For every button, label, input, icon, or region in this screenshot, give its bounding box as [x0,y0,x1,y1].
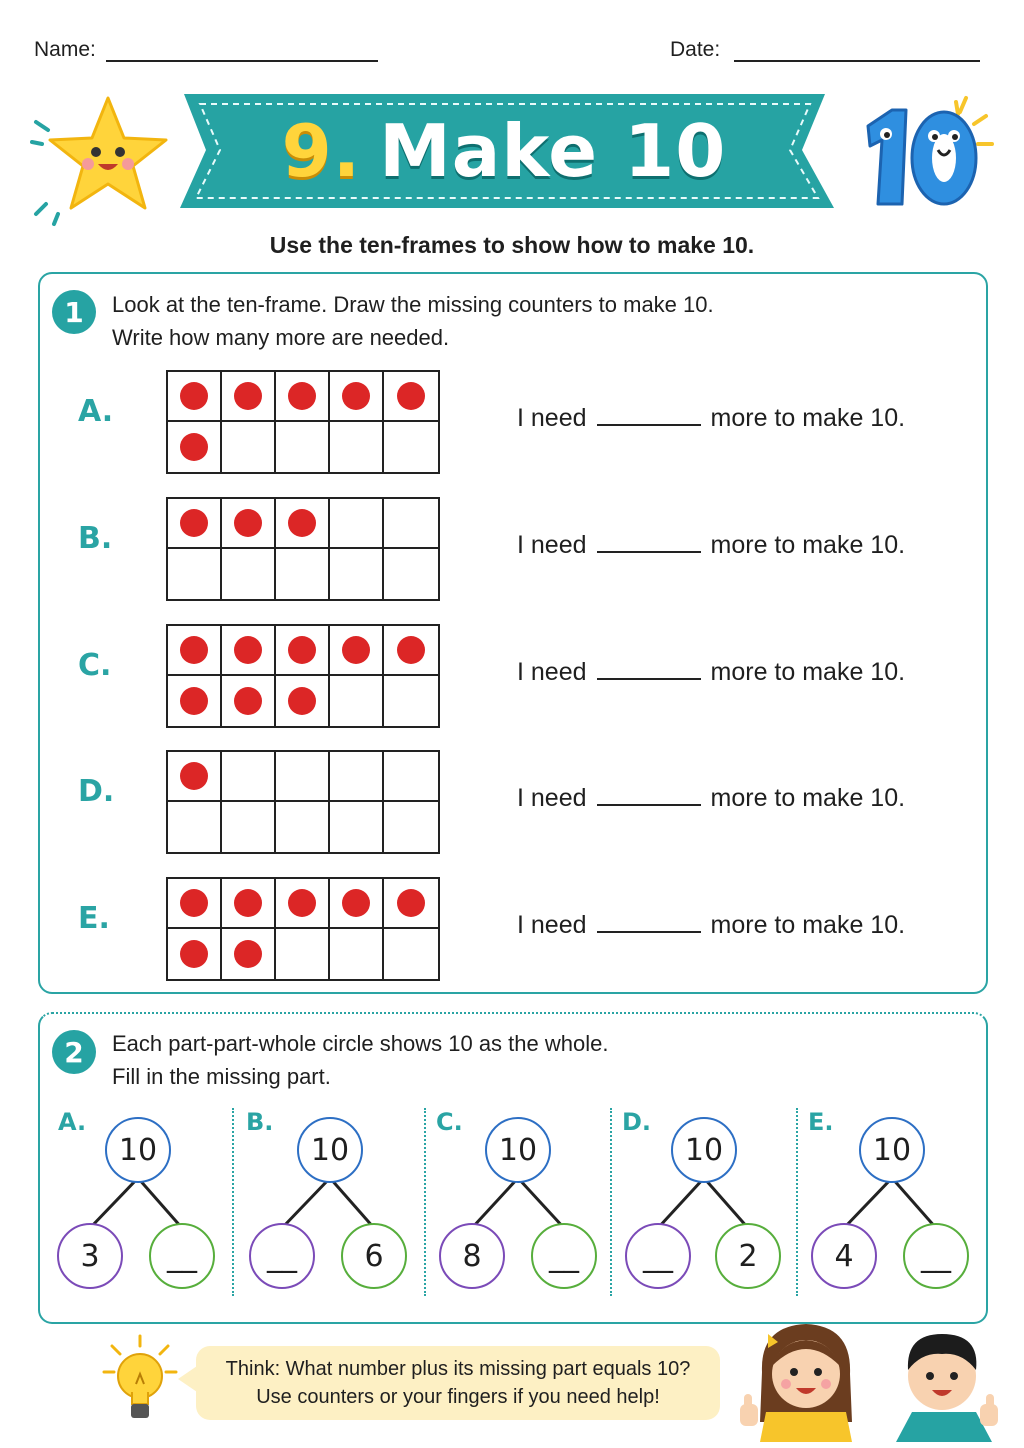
ppw-letter: A. [58,1108,87,1136]
ppw-letter: B. [246,1108,274,1136]
ppw-letter: C. [436,1108,463,1136]
need-start-text: I need [517,531,587,559]
subtitle: Use the ten-frames to show how to make 10. [269,232,755,258]
ppw-connector [892,1178,936,1228]
whole-circle: 10 [859,1117,925,1183]
need-start-text: I need [517,911,587,939]
row-letter: D. [78,774,115,809]
right-part-circle[interactable]: __ [531,1223,597,1289]
name-label: Name: [34,38,96,61]
row-letter: A. [78,394,114,429]
section-1-instruction-1: Look at the ten-frame. Draw the missing counters to make 10. [112,292,714,317]
left-part-circle: 4 [811,1223,877,1289]
need-end-text: more to make 10. [710,784,906,812]
need-start-text: I need [517,404,587,432]
need-end-text: more to make 10. [710,658,906,686]
ppw-connector [844,1178,892,1228]
tip-box [196,1346,720,1420]
section-1-badge: 1 [52,290,96,334]
tip-line-1: Think: What number plus its missing part equals 10? [225,1358,691,1380]
need-start-text: I need [517,784,587,812]
need-end-text: more to make 10. [710,404,906,432]
ppw-letter: E. [808,1108,834,1136]
right-part-circle[interactable]: __ [149,1223,215,1289]
row-letter: C. [78,648,112,683]
left-part-circle[interactable]: __ [625,1223,691,1289]
need-end-text: more to make 10. [710,531,906,559]
left-part-circle[interactable]: __ [249,1223,315,1289]
left-part-circle: 8 [439,1223,505,1289]
row-letter: E. [78,901,110,936]
whole-circle: 10 [297,1117,363,1183]
children-thumbs-up-illustration [736,1312,1006,1442]
right-part-circle: 6 [341,1223,407,1289]
right-part-circle: 2 [715,1223,781,1289]
ppw-letter: D. [622,1108,652,1136]
date-label: Date: [670,38,721,61]
lightbulb-icon [100,1332,180,1428]
tip-line-2: Use counters or your fingers if you need help! [256,1386,660,1408]
page-title: Make 10 [379,109,727,193]
whole-circle: 10 [671,1117,737,1183]
need-end-text: more to make 10. [710,911,906,939]
left-part-circle: 3 [57,1223,123,1289]
whole-circle: 10 [105,1117,171,1183]
section-2-instruction-1: Each part-part-whole circle shows 10 as the whole. [112,1031,609,1056]
section-2-badge: 2 [52,1030,96,1074]
whole-circle: 10 [485,1117,551,1183]
section-2-instruction-2: Fill in the missing part. [112,1064,331,1089]
right-part-circle[interactable]: __ [903,1223,969,1289]
section-1-instruction-2: Write how many more are needed. [112,325,450,350]
row-letter: B. [78,521,113,556]
need-start-text: I need [517,658,587,686]
title-number: 9. [281,109,362,193]
